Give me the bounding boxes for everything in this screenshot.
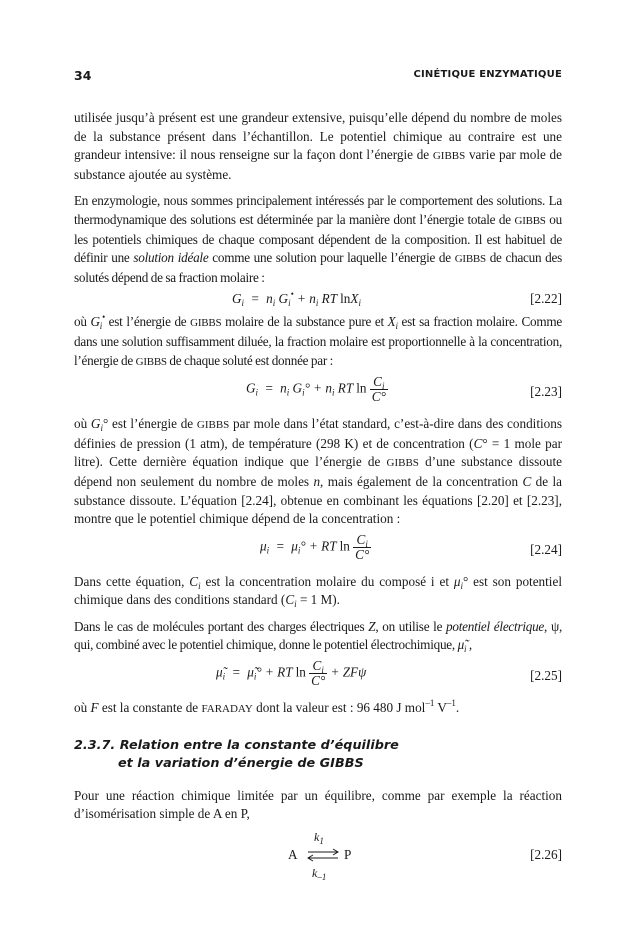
- paragraph-pure-substance: où $G_i^•$ est l’énergie de GIBBS molaire de la substance pure et $X_i$ est sa fraction molaire. Comme dans une solution suffisamment diluée, la fraction molaire est proportionnelle à la concentration, l’énergie de GIBBS de chaque soluté est donnée par :: [74, 312, 562, 368]
- page-body: [74, 109, 562, 886]
- equation-number: [2.22]: [530, 291, 562, 307]
- equilibrium-arrows-icon: [306, 847, 340, 863]
- equation-number: [2.26]: [530, 846, 562, 862]
- equation-2-24: $\mu_i = \mu_i^\circ$ + RT ln $\frac{C_i}{C^\circ}$ [2.24]: [260, 531, 562, 562]
- equation-number: [2.24]: [530, 541, 562, 557]
- rate-constant-reverse: $k_{-1}$: [312, 865, 327, 882]
- rate-constant-forward: $k_1$: [314, 829, 324, 846]
- page-header: [74, 68, 562, 86]
- section-heading-2-3-7: 2.3.7. Relation entre la constante d’équilibre et la variation d’énergie de GIBBS: [74, 737, 399, 771]
- page-number: 34: [74, 68, 92, 83]
- paragraph-chemical-potential: Dans cette équation, $C_i$ est la concentration molaire du composé i et $\mu_i^\circ$ est son potentiel chimique dans des conditions standard ($C_i = 1$ M).: [74, 573, 562, 610]
- equation-2-25: $\mũ_i$ = $\mũ_i^\circ$ + RT ln $\frac{C_i}{C^\circ}$ + ZFψ [2.25]: [216, 658, 562, 689]
- paragraph-electrochemical: Dans le cas de molécules portant des charges électriques Z, on utilise le potentiel électrique, ψ, qui, combiné avec le potentiel chimique, donne le potentiel électrochimique, $\mũ_i$ ,: [74, 618, 562, 655]
- paragraph-extensive-intensive: utilisée jusqu’à présent est une grandeur extensive, puisqu’elle dépend du nombre de moles de la substance présent dans l’échantillon. Le potentiel chimique au contraire est une grandeur intensive: il nous renseigne sur la façon dont l’énergie de GIBBS varie par mole de substance ajoutée au système.: [74, 110, 563, 182]
- equation-2-22: $G_i = n_i$ $G_i^• + n_i$ RT lnX$_i$ [2.22]: [232, 289, 562, 309]
- paragraph-equilibrium-reaction: Pour une réaction chimique limitée par un équilibre, comme par exemple la réaction d’isomérisation simple de A en P,: [74, 787, 562, 822]
- product-label: P: [344, 846, 352, 862]
- paragraph-standard-state: où $G_i^\circ$ est l’énergie de GIBBS par mole dans l’état standard, c’est-à-dire dans des conditions définies de pression (1 atm), de température (298 K) et de concentration (C° = 1 mole par litre). Cette dernière équation indique que l’énergie de GIBBS d’une substance dissoute dépend non seulement du nombre de moles n, mais également de la concentration C de la substance dissoute. L’équation [2.24], obtenue en combinant les équations [2.20] et [2.23], montre que le potentiel chimique dépend de la concentration :: [74, 416, 562, 527]
- equation-number: [2.25]: [530, 668, 562, 684]
- reactant-label: A: [288, 846, 298, 862]
- equation-number: [2.23]: [530, 384, 562, 400]
- equation-2-23: $G_i = n_i$ $G_i^\circ + n_i$ RT ln $\frac{C_i}{C^\circ}$ [2.23]: [246, 374, 562, 405]
- running-head: CINÉTIQUE ENZYMATIQUE: [413, 69, 562, 80]
- equation-2-26: [74, 828, 562, 886]
- paragraph-ideal-solution: En enzymologie, nous sommes principalement intéressés par le comportement des solutions. La thermodynamique des solutions est déterminée par la manière dont l’énergie totale de GIBBS ou les potentiels chimiques de chaque composant dépendent de la composition. Il est habituel de définir une solution idéale comme une solution pour laquelle l’énergie de GIBBS de chacun des solutés dépend de sa fraction molaire :: [74, 193, 562, 285]
- paragraph-faraday: où F est la constante de FARADAY dont la valeur est : 96 480 J mol$^{-1}$ $V^{-1}$.: [74, 698, 460, 716]
